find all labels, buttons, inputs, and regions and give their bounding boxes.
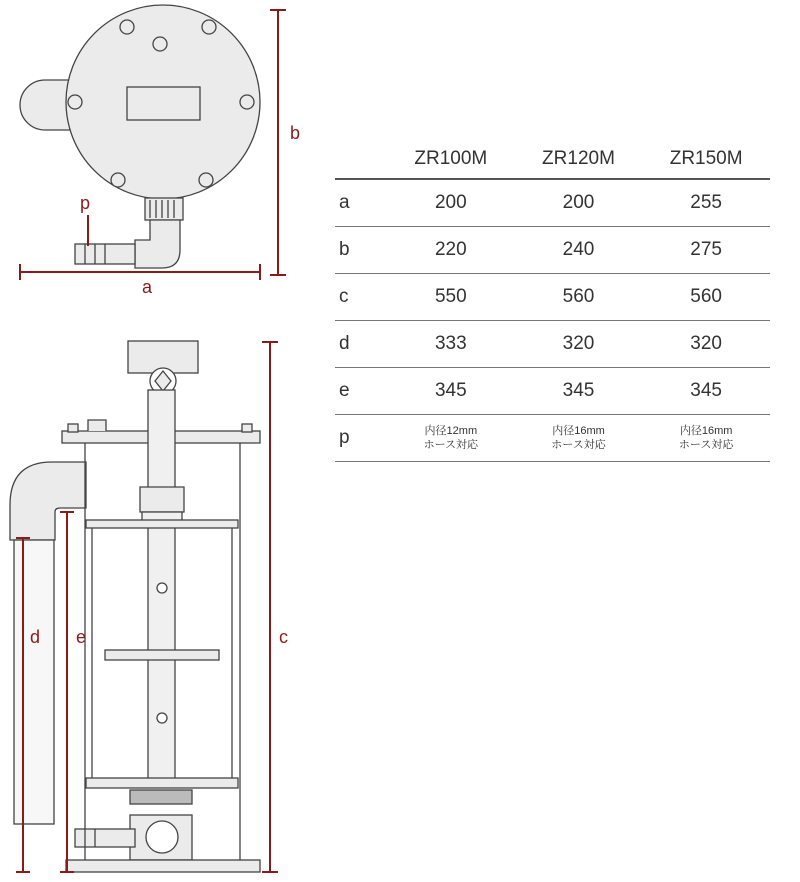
side-lobe [20,80,70,130]
table-row [335,321,770,368]
cell: 333 [387,321,515,368]
bolt-hole [111,173,125,187]
cell-hose-spec [515,415,643,462]
base-plate [66,860,260,872]
dim-label-a: a [142,277,153,297]
cell: 560 [515,274,643,321]
cell: 220 [387,227,515,274]
row-key: a [335,179,387,227]
bolt-hole [120,20,134,34]
bolt-hole [240,95,254,109]
row-key: p [335,415,387,462]
cell: 345 [387,368,515,415]
header-zr100m: ZR100M [387,140,515,179]
cell: 320 [515,321,643,368]
hose-diameter: 内径16mm [679,425,733,437]
spec-table [335,140,770,462]
filter-pad [130,790,192,804]
dim-b [270,10,286,275]
header-zr120m: ZR120M [515,140,643,179]
cell: 320 [642,321,770,368]
bottom-hose-barb [75,829,135,847]
outlet-pipe [14,540,54,824]
dim-label-e: e [76,627,87,647]
row-key: e [335,368,387,415]
dim-label-p: p [80,193,91,213]
cell-hose-spec [642,415,770,462]
dim-c [262,342,278,872]
bolt-hole [68,95,82,109]
pipe-nut [140,487,184,512]
cell: 345 [515,368,643,415]
bolt-hole [202,20,216,34]
bolt-hole [199,173,213,187]
cell-hose-spec [387,415,515,462]
header-empty [335,140,387,179]
header-zr150m: ZR150M [642,140,770,179]
cell: 200 [387,179,515,227]
top-view [20,5,260,268]
dim-e [60,512,74,872]
table-row [335,227,770,274]
fitting-nut [145,198,183,220]
dim-label-d: d [30,627,41,647]
cell: 240 [515,227,643,274]
table-row-p [335,415,770,462]
outlet-elbow [10,462,86,540]
row-key: d [335,321,387,368]
hose-diameter: 内径12mm [424,425,478,437]
table-header-row [335,140,770,179]
hose-note: ホース対応 [678,439,734,451]
hose-diameter: 内径16mm [552,425,605,437]
row-key: b [335,227,387,274]
cell: 550 [387,274,515,321]
hose-note: ホース対応 [423,439,479,451]
bolt-hole [153,37,167,51]
cell: 200 [515,179,643,227]
hose-note: ホース対応 [551,439,606,451]
cell: 560 [642,274,770,321]
cell: 255 [642,179,770,227]
baffle-plate [105,650,219,660]
elbow-fitting [135,220,180,268]
top-window [127,87,200,120]
table-row [335,179,770,227]
dim-label-b: b [290,123,301,143]
chamber-bottom [86,778,238,788]
table-row [335,274,770,321]
cell: 345 [642,368,770,415]
table-row [335,368,770,415]
dim-label-c: c [279,627,288,647]
side-view [10,341,260,872]
cell: 275 [642,227,770,274]
row-key: c [335,274,387,321]
chamber-top [86,520,238,528]
